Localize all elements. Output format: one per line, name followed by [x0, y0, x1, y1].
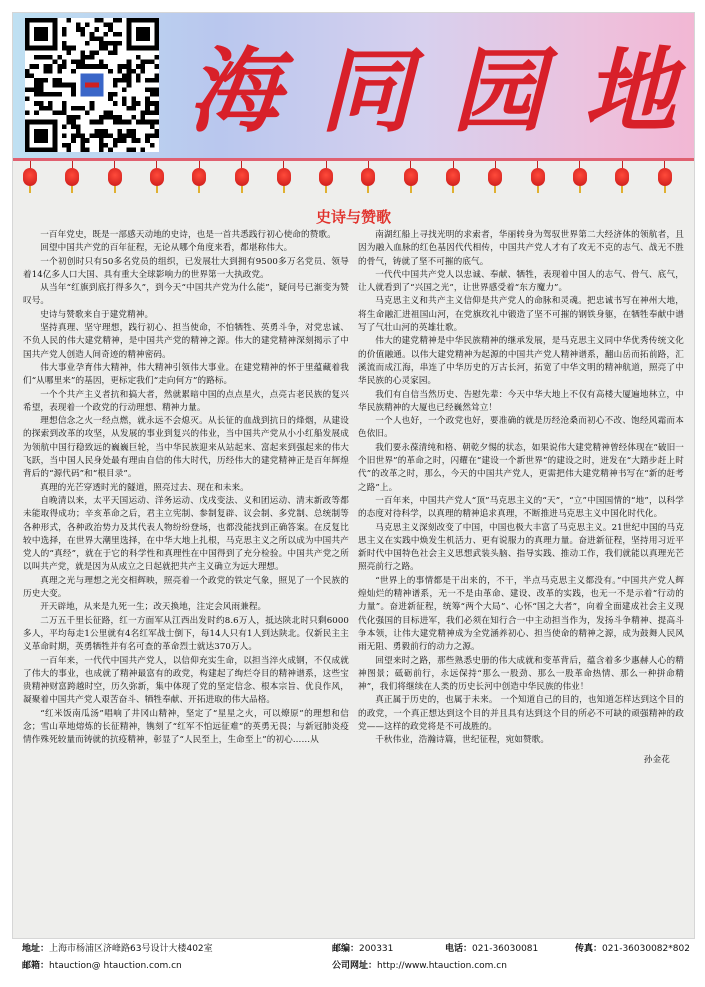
lantern-icon: [319, 161, 333, 193]
article-paragraph: 回望来时之路，那些熟悉史册的伟大成就和变革背后，蕴含着多少惠赫人心的精神图景；砥砺前行，永远保持“那么一股劲、那么一股革命热情、那么一种拼命精神”，我们将继续在人类的历史长河中创造中华民族的伟业！: [358, 655, 684, 693]
article-paragraph: 一个个共产主义者抗和搞大者，然就累暗中国的点点星火，点亮古老民族的复兴希望，表现着一个政党的行动理想、精神力量。: [23, 389, 349, 413]
masthead-char-4: 地: [583, 37, 678, 145]
article-paragraph: 南湖红船上寻找光明的求索者，华丽转身为驾驭世界第二大经济体的领航者，且因为融入血脉的红色基因代代相传，中国共产党人才有了攻无不克的志气、战无不胜的骨气，铸就了坚不可摧的底气。: [358, 230, 684, 267]
article-paragraph: 一个人也好，一个政党也好，要准确的就是历经沧桑而初心不改、饱经风霜而本色依旧。: [358, 416, 684, 440]
newsletter-page: [12, 12, 695, 939]
lantern-decoration: [13, 158, 694, 198]
lantern-icon: [615, 161, 629, 193]
lantern-icon: [65, 161, 79, 193]
footer-website[interactable]: 公司网址：http://www.htauction.com.cn: [332, 961, 507, 971]
qr-code-icon: [25, 18, 159, 152]
article-paragraph: 真正属于历史的，也属于未来。 一个知道自己的目的，也知道怎样达到这个目的的政党，一个真正想达到这个目的并且具有达到这个目的所必不可缺的顽强精神的政党——这样的政党将是不可战胜的。: [358, 695, 684, 732]
lantern-icon: [361, 161, 375, 193]
article-column-left: [23, 229, 349, 935]
footer-row-2: [22, 958, 693, 972]
article-paragraph: 伟大事业孕育伟大精神，伟大精神引领伟大事业。在建党精神的怀于里蕴藏着我们“从哪里来”的基因，更标定我们“走向何方”的路标。: [23, 362, 349, 387]
article-paragraph: 从当年“红旗到底打得多久”，到今天“中国共产党为什么能”，疑问号已渐变为赞叹号。: [23, 283, 349, 307]
article-paragraph: 开天辟地，从来是九死一生；改天换地，注定会风雨兼程。: [40, 602, 267, 613]
article-paragraph: 坚持真理、坚守理想，践行初心、担当使命，不怕牺牲、英勇斗争，对党忠诚、不负人民的伟大建党精神，是中国共产党的精神之源。伟大的建党精神深刻揭示了中国共产党人创造人间奇迹的精神密码。: [23, 323, 349, 360]
article-paragraph: 二万五千里长征路，红一方面军从江西出发时约8.6万人，抵达陕北时只剩6000多人，平均每走1公里就有4名红军战士倒下，每14人只有1人到达陕北。仅新民主主义革命时期，英勇牺牲并有名可查的革命烈士就达370万人。: [23, 615, 349, 653]
article-paragraph: 回望中国共产党的百年征程，无论从哪个角度来看，都堪称伟大。: [40, 243, 293, 254]
article-paragraph: 一百年来，一代代中国共产党人，以信仰充实生命，以担当淬火成钢，不仅成就了伟大的事业，也成就了精神最富有的政党，构建起了绚烂夺目的精神谱系，这些宝贵精神财富跨越时空，历久弥新，集中体现了党的坚定信念、根本宗旨、优良作风，凝聚着中国共产党人艰苦奋斗、牺牲奉献、开拓进取的伟大品格。: [23, 655, 349, 706]
article-paragraph: 一百年党史，既是一部感天动地的史诗，也是一首共悉践行初心使命的赞歌。: [40, 230, 336, 240]
footer-row-1: [22, 941, 693, 955]
article-paragraph: 我们有自信当然历史、告慰先辈：今天中华大地上不仅有高楼大厦遍地林立，中华民族精神的大厦也已经巍然耸立！: [358, 389, 684, 413]
article-paragraph: 真理之光与理想之光交相辉映，照亮着一个政党的铁定气象，照见了一个民族的历史大变。: [23, 575, 349, 600]
article-paragraph: 一个初创时只有50多名党员的组织，已发展壮大到拥有9500多万名党员、领导着14亿多人口大国、具有重大全球影响力的世界第一大执政党。: [23, 256, 349, 280]
masthead-char-2: 同: [319, 37, 414, 145]
lantern-icon: [446, 161, 460, 193]
article-author: 孙金花: [643, 754, 670, 765]
article-paragraph: 马克思主义和共产主义信仰是共产党人的命脉和灵魂。把忠诚书写在神州大地，将生命融汇进祖国山河，在党旗玫礼中锻造了坚不可摧的钢铁身躯，在牺牲奉献中谱写了气壮山河的英雄壮歌。: [358, 296, 684, 334]
lantern-icon: [573, 161, 587, 193]
footer-fax: 传真：021-36030082*802: [575, 944, 690, 954]
header-banner: [13, 13, 694, 158]
lantern-icon: [192, 161, 206, 193]
lantern-icon: [235, 161, 249, 193]
lantern-icon: [108, 161, 122, 193]
article-paragraph: 一百年来，中国共产党人“顶”马克思主义的“天”，“立”中国国情的“地”，以科学的态度对待科学，以真理的精神追求真理，不断推进马克思主义中国化时代化。: [358, 495, 684, 520]
footer: [12, 938, 693, 978]
article-paragraph: 马克思主义深刻改变了中国，中国也极大丰富了马克思主义。21世纪中国的马克思主义在实践中焕发生机活力、更有说服力的真理力量。奋进新征程，坚持用习近平新时代中国特色社会主义思想武装头脑、指导实践、推动工作，我们就能以真理光芒照亮前行之路。: [358, 522, 684, 573]
footer-postcode: 邮编：200331: [332, 944, 394, 954]
article-paragraph: 理想信念之火一经点燃，就永远不会熄灭。从长征的血战到抗日的烽烟，从建设的探索到改革的攻坚，从发展的事业到复兴的伟业，当中国共产党从小小红船发展成为领航中国行稳致远的巍巍巨轮，当中华民族迎来从站起来、富起来到强起来的伟大飞跃，当中国人民身处最有理由自信的伟大时代，历经伟大的建党精神正是百年辉煌背后的“源代码”和“根目录”。: [23, 416, 349, 480]
article-paragraph: “世界上的事情都是干出来的，不干，半点马克思主义都没有。”中国共产党人辉煌灿烂的精神谱系，无一不是由革命、建设、改革的实践，也无一不是示着“行动的力量”。奋进新征程，统筹“两个大局”、心怀“国之大者”，向着全面建成社会主义现代化强国的目标进军，我们必须在知行合一中主动担当作为，发扬斗争精神、提高斗争本领，让伟大建党精神成为全党涵养初心、担当使命的精神之源，成为鼓舞人民风雨无阻、勇毅前行的动力之源。: [358, 575, 684, 653]
lantern-icon: [277, 161, 291, 193]
masthead-char-1: 海: [188, 37, 283, 145]
masthead-title: [188, 37, 678, 145]
article-column-right: [358, 229, 684, 935]
article-paragraph: 千秋伟业，浩瀚诗篇，世纪征程，宛如赞歌。: [375, 735, 550, 746]
lantern-icon: [531, 161, 545, 193]
footer-address: 地址：上海市杨浦区济峰路63号设计大楼402室: [22, 944, 213, 954]
article-paragraph: 自晚清以来，太平天国运动、洋务运动、戊戌变法、义和团运动、清末新政等都未能取得成功；辛亥革命之后，君主立宪制、参制复辟、议会制、多党制、总统制等各种形式，各种政治势力及其代表人物纷纷登场，也都没能找到正确答案。在反复比较中选择，在世界大潮里选择，在中华大地上扎根，马克思主义之所以成为中国共产党人的“真经”，就在于它的科学性和真理性在中国得到了充分检验。中国共产党之所以叫共产党，就是因为从成立之日起就把共产主义确立为远大理想。: [23, 495, 349, 573]
lantern-icon: [23, 161, 37, 193]
article-paragraph: 我们要永葆清纯和格、朝乾夕惕的状态，如果说伟大建党精神曾经体现在“破旧一个旧世界”的革命之时，闪耀在“建设一个新世界”的建设之时，迸发在“大踏步赶上时代”的改革之时，那么，今天的中国共产党人，更需把伟大建党精神书写在“新的赶考之路”上。: [358, 442, 684, 493]
footer-phone: 电话：021-36030081: [445, 944, 539, 954]
lantern-icon: [150, 161, 164, 193]
footer-email[interactable]: 邮箱：htauction@ htauction.com.cn: [22, 961, 182, 971]
article-paragraph: 伟大的建党精神是中华民族精神的继承发展，是马克思主义同中华优秀传统文化的价值融通。以伟大建党精神为起源的中国共产党人精神谱系，翻山岳而拓前路，汇溪流而成江海，串连了中华历史的万古长河，拓宽了中华文明的精神航道，照亮了中华民族的心灵家园。: [358, 336, 684, 387]
lantern-icon: [488, 161, 502, 193]
section-title: 史诗与赞歌: [315, 208, 391, 226]
article-paragraph: 一代代中国共产党人以忠诚、奉献、牺牲，表现着中国人的志气、骨气、底气，让人就看到了“兴国之光”，让世界感受着“东方魔力”。: [358, 269, 684, 294]
article-paragraph: 真理的光芒穿透时光的隧道，照亮过去、现在和未来。: [40, 482, 249, 493]
article-body: [23, 229, 684, 935]
article-paragraph: 史诗与赞歌来自于建党精神。: [40, 309, 154, 320]
lantern-icon: [404, 161, 418, 193]
masthead-char-3: 园: [451, 37, 546, 145]
lantern-icon: [658, 161, 672, 193]
article-paragraph: “红米饭南瓜汤”唱响了井冈山精神，坚定了“星星之火，可以燎原”的理想和信念；雪山草地熔炼的长征精神，镌刻了“红军不怕远征难”的英勇无畏；与新冠肺炎疫情作殊死较量而铸就的抗疫精神，彰显了“人民至上，生命至上”的初心……从: [23, 708, 349, 746]
